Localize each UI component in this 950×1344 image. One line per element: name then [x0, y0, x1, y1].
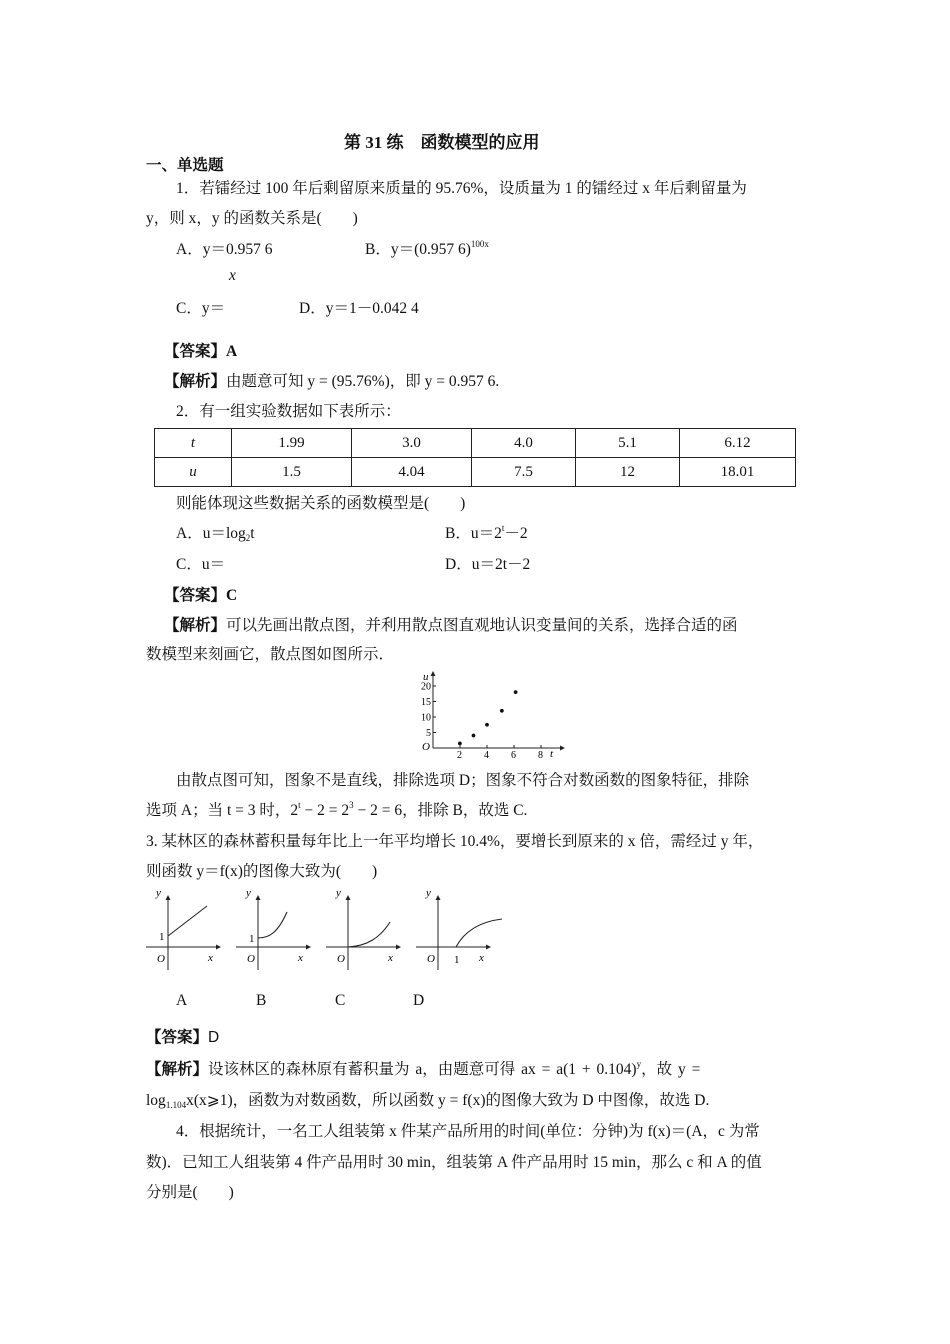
q2-stem: 2．有一组实验数据如下表所示：: [176, 403, 401, 420]
q2-option-c: C．u＝: [176, 556, 226, 573]
table-cell: 6.12: [680, 429, 796, 458]
y-tick-label: 20: [421, 681, 431, 693]
table-row: [155, 429, 796, 458]
q1-option-a-fraction-denominator: x: [229, 267, 236, 284]
graph-b-curve: [258, 912, 287, 938]
graph-label-a: A: [176, 992, 188, 1009]
graph-b-one-label: 1: [249, 933, 255, 945]
y-tick-label: 5: [426, 728, 431, 739]
scatter-point: [500, 709, 504, 713]
graph-b-origin: O: [247, 953, 255, 965]
graph-label-b: B: [256, 992, 267, 1009]
q3-analysis-line2: $\log_{1.104}x(x⩾1)$，函数为对数函数，所以函数 y = f(x)的图像大致为 D 中图像，故选 D.: [146, 1092, 710, 1110]
q3-analysis-line1: 【解析】设该林区的森林原有蓄积量为 a，由题意可得 ax = $a(1 + 0.104)^y$，故 y =: [146, 1059, 701, 1078]
q2-answer: 【答案】C: [164, 587, 238, 604]
x-tick-label: 4: [484, 750, 489, 758]
table-cell: 7.5: [472, 458, 576, 487]
q2-option-a: A．$u=\log_2t$: [176, 525, 255, 543]
graph-d-y-label: y: [426, 887, 431, 899]
y-tick-label: 10: [421, 712, 431, 724]
y-axis-arrow: [431, 671, 436, 676]
table-cell: 1.5: [232, 458, 352, 487]
section-heading: 一、单选题: [146, 157, 224, 174]
chart-x-label: t: [550, 748, 554, 758]
graph-a-x-label: x: [208, 952, 213, 964]
table-cell: 1.99: [232, 429, 352, 458]
q2-conclusion-line1: 由散点图可知，图象不是直线，排除选项 D；图象不符合对数函数的图象特征，排除: [176, 772, 750, 789]
scatter-point: [458, 741, 462, 745]
q1-option-c: C．y＝: [176, 300, 226, 317]
chart-origin-label: O: [422, 741, 430, 753]
graph-b: [232, 886, 312, 976]
q1-option-a: A．y＝0.957 6: [176, 241, 273, 258]
q2-conclusion-line2: 选项 A；当 t = 3 时，$2^t - 2 = 2^3 - 2 = 6$，排除 B，故选 C.: [146, 800, 528, 819]
scatter-point: [514, 690, 518, 694]
graph-a-curve: [168, 906, 207, 936]
q1-stem-line1: 1．若镭经过 100 年后剩留原来质量的 95.76%，设质量为 1 的镭经过 x 年后剩留量为: [176, 180, 747, 197]
table-cell: 18.01: [680, 458, 796, 487]
table-cell: 12: [576, 458, 680, 487]
q1-analysis: 【解析】由题意可知 y = (95.76%)，即 y = 0.957 6.: [164, 373, 500, 390]
q1-option-d: D．y＝1－0.042 4: [299, 300, 419, 317]
graph-d-curve: [456, 919, 502, 947]
q2-option-b: B．$u=2^t-2$: [445, 523, 528, 542]
q2-option-d: D．u＝2t－2: [445, 556, 531, 573]
q4-stem-line3: 分别是( ): [146, 1184, 234, 1201]
graph-b-x-label: x: [298, 952, 303, 964]
graph-d-x-label: x: [479, 952, 484, 964]
q1-option-b: B．y＝(0.957 6)$^{100x}$: [365, 239, 489, 258]
table-cell: 3.0: [352, 429, 472, 458]
graph-d-one-label: 1: [454, 954, 460, 966]
chart-y-label: u: [423, 671, 429, 683]
q2-analysis-line2: 数模型来刻画它，散点图如图所示．: [146, 646, 395, 663]
graph-c-curve: [348, 922, 390, 947]
graph-a-y-label: y: [156, 887, 161, 899]
graph-c-origin: O: [337, 953, 345, 965]
graph-d: [412, 886, 507, 976]
graph-c: [322, 886, 402, 976]
graph-a-origin: O: [157, 953, 165, 965]
table-cell: 4.04: [352, 458, 472, 487]
graph-b-y-label: y: [246, 887, 251, 899]
scatter-chart: [420, 668, 565, 758]
graph-c-x-label: x: [388, 952, 393, 964]
table-row: [155, 458, 796, 487]
q1-stem-line2: y，则 x，y 的函数关系是( ): [146, 210, 358, 227]
table-cell: 4.0: [472, 429, 576, 458]
data-table: [154, 428, 796, 487]
table-cell: u: [155, 458, 232, 487]
q1-answer: 【答案】A: [164, 343, 238, 360]
q3-stem-line2: 则函数 y＝f(x)的图像大致为( ): [146, 863, 378, 880]
graph-c-y-label: y: [336, 887, 341, 899]
table-cell: t: [155, 429, 232, 458]
graph-a-one-label: 1: [159, 931, 165, 943]
graph-d-origin: O: [427, 953, 435, 965]
scatter-point: [472, 734, 476, 738]
q4-stem-line2: 数)．已知工人组装第 4 件产品用时 30 min，组装第 A 件产品用时 15 min，那么 c 和 A 的值: [146, 1154, 762, 1171]
graph-label-d: D: [413, 992, 425, 1009]
graph-a: [142, 886, 222, 976]
q2-analysis-line1: 【解析】可以先画出散点图，并利用散点图直观地认识变量间的关系，选择合适的函: [164, 617, 738, 634]
q4-stem-line1: 4．根据统计，一名工人组装第 x 件某产品所用的时间(单位：分钟)为 f(x)＝(A，c 为常: [176, 1123, 760, 1140]
q3-stem-line1: 3. 某林区的森林蓄积量每年比上一年平均增长 10.4%，要增长到原来的 x 倍，需经过 y 年，: [146, 833, 764, 850]
table-cell: 5.1: [576, 429, 680, 458]
q2-question: 则能体现这些数据关系的函数模型是( ): [176, 495, 466, 512]
x-axis-arrow: [560, 746, 565, 751]
y-tick-label: 15: [421, 697, 431, 708]
graph-label-c: C: [335, 992, 346, 1009]
scatter-point: [485, 723, 489, 727]
page-title: 第 31 练 函数模型的应用: [344, 133, 540, 152]
x-tick-label: 6: [511, 750, 516, 758]
q3-answer: 【答案】D: [146, 1029, 220, 1046]
x-tick-label: 2: [457, 750, 462, 758]
x-tick-label: 8: [538, 750, 543, 758]
